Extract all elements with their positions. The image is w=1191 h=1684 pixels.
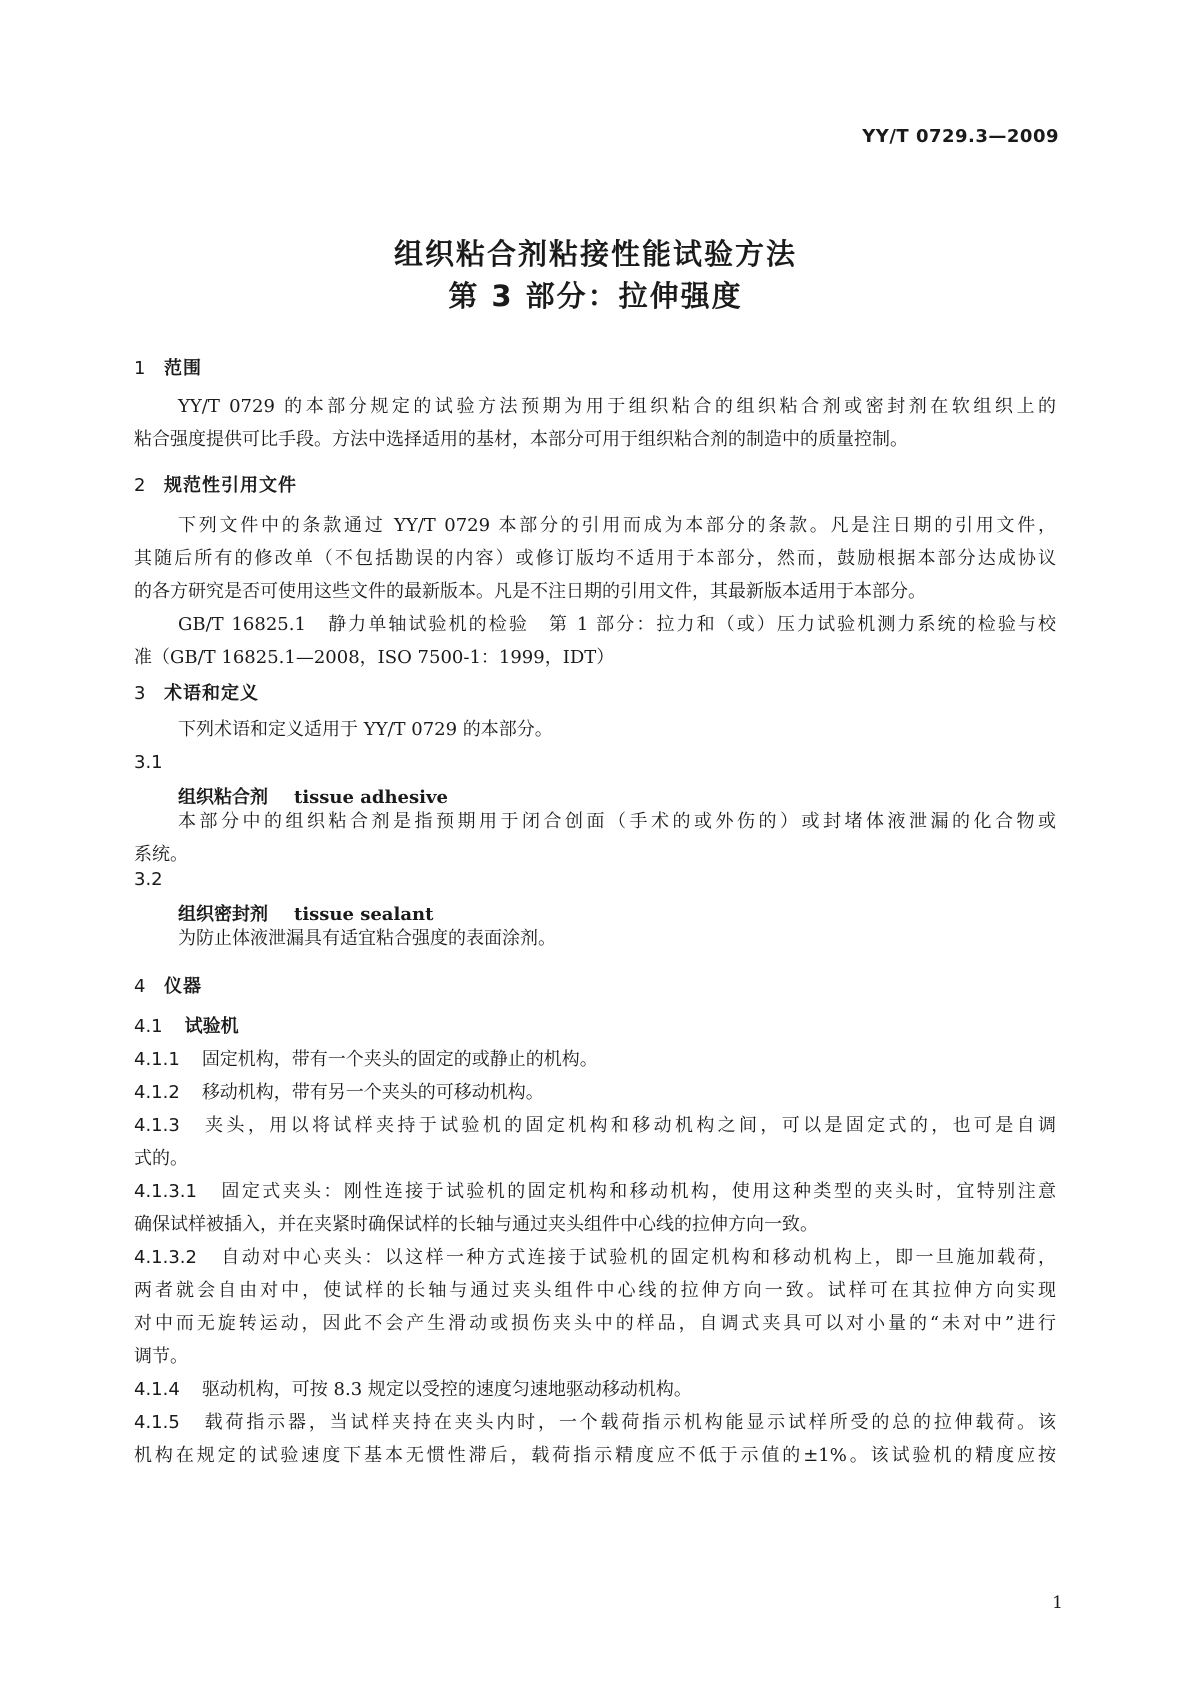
term-english: tissue adhesive [294,787,448,808]
section-title: 范围 [164,358,202,379]
text-line: YY/T 0729 的本部分规定的试验方法预期为用于组织粘合的组织粘合剂或密封剂在软组织上的 [178,396,1056,417]
text-line: 调节。 [134,1346,188,1367]
subsection-title: 试验机 [184,1016,239,1037]
document-subtitle: 第 3 部分：拉伸强度 [448,279,743,313]
section-4-heading [134,972,202,998]
text-line: 机构在规定的试验速度下基本无惯性滞后，载荷指示精度应不低于示值的±1%。该试验机的精度应按 [134,1445,1056,1466]
section-title: 术语和定义 [164,683,259,704]
section-number: 2 [134,475,147,496]
reference-line: 准（GB/T 16825.1—2008，ISO 7500-1：1999，IDT） [134,647,615,668]
text-line: 粘合强度提供可比手段。方法中选择适用的基材，本部分可用于组织粘合剂的制造中的质量控制。 [134,429,908,450]
clause-text: 自动对中心夹头：以这样一种方式连接于试验机的固定机构和移动机构上，即一旦施加载荷， [218,1247,1056,1268]
clause-number: 4.1.3 [134,1115,180,1136]
text-line: 其随后所有的修改单（不包括勘误的内容）或修订版均不适用于本部分，然而，鼓励根据本部分达成协议 [134,548,1056,569]
text-line: 为防止体液泄漏具有适宜粘合强度的表面涂剂。 [178,928,556,949]
section-3-heading [134,679,259,705]
term-chinese: 组织粘合剂 [178,787,268,808]
section-number: 1 [134,358,147,379]
clause-text: 驱动机构，可按 8.3 规定以受控的速度匀速地驱动移动机构。 [201,1379,692,1400]
text-line: 确保试样被插入，并在夹紧时确保试样的长轴与通过夹头组件中心线的拉伸方向一致。 [134,1214,818,1235]
clause-4-1-1 [134,1043,1056,1076]
term-3-2-number: 3.2 [134,869,163,890]
document-title: 组织粘合剂粘接性能试验方法 [393,237,797,271]
clause-number: 4.1.2 [134,1082,180,1103]
section-number: 4 [134,976,147,997]
clause-text: 固定式夹头：刚性连接于试验机的固定机构和移动机构，使用这种类型的夹头时，宜特别注意 [218,1181,1056,1202]
section-title: 规范性引用文件 [164,475,297,496]
term-chinese: 组织密封剂 [178,904,268,925]
section-number: 3 [134,683,147,704]
clause-number: 4.1.3.1 [134,1181,197,1202]
text-line: 式的。 [134,1148,188,1169]
term-3-1-number: 3.1 [134,752,163,773]
text-line: 两者就会自由对中，使试样的长轴与通过夹头组件中心线的拉伸方向一致。试样可在其拉伸方向实现 [134,1280,1056,1301]
clause-4-1-3 [134,1109,1056,1142]
clause-number: 4.1.4 [134,1379,180,1400]
clause-text: 移动机构，带有另一个夹头的可移动机构。 [201,1082,544,1103]
clause-text: 夹头，用以将试样夹持于试验机的固定机构和移动机构之间，可以是固定式的，也可是自调 [201,1115,1056,1136]
term-english: tissue sealant [294,904,434,925]
section-1-paragraph [134,390,1056,456]
clause-number: 4.1.3.2 [134,1247,197,1268]
clause-4-1-2 [134,1076,1056,1109]
section-3-intro [134,713,1056,746]
clause-number: 4.1 [134,1016,163,1037]
text-line: 本部分中的组织粘合剂是指预期用于闭合创面（手术的或外伤的）或封堵体液泄漏的化合物或 [178,811,1056,832]
text-line: 对中而无旋转运动，因此不会产生滑动或损伤夹头中的样品，自调式夹具可以对小量的“未对中”进行 [134,1313,1056,1334]
text-line: 下列术语和定义适用于 YY/T 0729 的本部分。 [178,719,553,740]
text-line: 的各方研究是否可使用这些文件的最新版本。凡是不注日期的引用文件，其最新版本适用于本部分。 [134,581,926,602]
subsection-4-1-heading [134,1010,1056,1043]
text-line: 系统。 [134,844,188,865]
page-number: 1 [1052,1593,1063,1613]
section-title: 仪器 [164,976,202,997]
section-4-body [134,1010,1056,1472]
section-2-paragraph [134,509,1056,674]
standard-code: YY/T 0729.3—2009 [862,126,1059,147]
section-2-heading [134,471,297,497]
term-3-1-definition [134,805,1056,871]
text-line: 下列文件中的条款通过 YY/T 0729 本部分的引用而成为本部分的条款。凡是注日期的引用文件， [178,515,1056,536]
clause-number: 4.1.5 [134,1412,180,1433]
clause-4-1-5 [134,1406,1056,1439]
clause-text: 固定机构，带有一个夹头的固定的或静止的机构。 [201,1049,598,1070]
reference-line: GB/T 16825.1 静力单轴试验机的检验 第 1 部分：拉力和（或）压力试验机测力系统的检验与校 [178,614,1056,635]
clause-4-1-4 [134,1373,1056,1406]
clause-4-1-3-2 [134,1241,1056,1274]
clause-number: 4.1.1 [134,1049,180,1070]
section-1-heading [134,354,202,380]
term-3-2-definition [134,922,1056,955]
clause-4-1-3-1 [134,1175,1056,1208]
clause-text: 载荷指示器，当试样夹持在夹头内时，一个载荷指示机构能显示试样所受的总的拉伸载荷。该 [201,1412,1056,1433]
